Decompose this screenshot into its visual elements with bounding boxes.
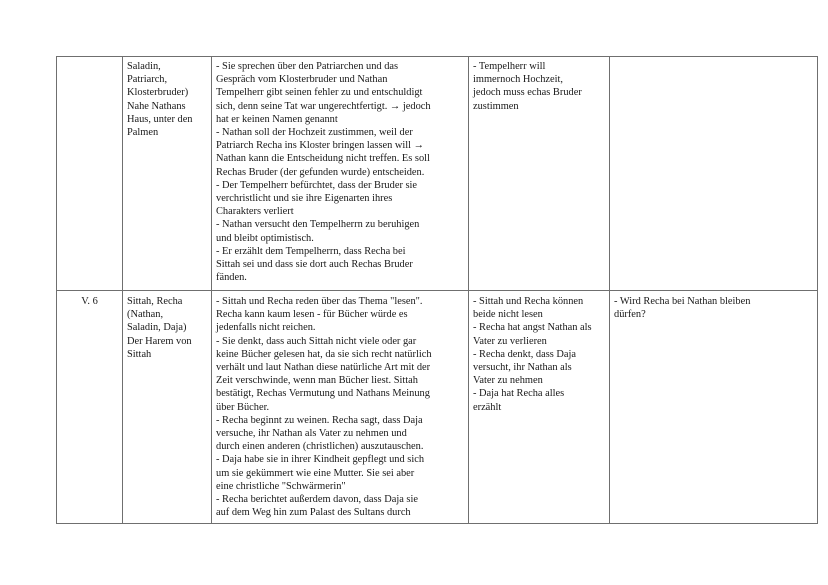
result-cell: - Sittah und Recha können beide nicht lesen - Recha hat angst Nathan als Vater zu verlieren - Recha denkt, dass Daja versucht, ihr Nathan als Vater zu nehmen - Daja hat Recha alles erzählt bbox=[469, 291, 610, 524]
content-cell: - Sittah und Recha reden über das Thema "lesen". Recha kann kaum lesen - für Bücher würde es jedenfalls nicht reichen. - Sie denkt, dass auch Sittah nicht viele oder gar keine Bücher gelesen hat, da sie sich recht natürlich verhält und laut Nathan diese natürliche Art mit der Zeit verschwinde, wenn man Bücher liest. Sittah bestätigt, Rechas Vermutung und Nathans Meinung über Bücher. - Recha beginnt zu weinen. Recha sagt, dass Daja versuche, ihr Nathan als Vater zu nehmen und durch einen anderen (christlichen) auszutauschen. - Daja habe sie in ihrer Kindheit gepflegt und sich um sie gekümmert wie eine Mutter. Sie sei aber eine christliche "Schwärmerin" - Recha berichtet außerdem davon, dass Daja sie auf dem Weg hin zum Palast des Sultans durch bbox=[212, 291, 469, 524]
persons-place-cell: Sittah, Recha (Nathan, Saladin, Daja) Der Harem von Sittah bbox=[123, 291, 212, 524]
scene-analysis-table bbox=[56, 56, 818, 524]
content-cell: - Sie sprechen über den Patriarchen und das Gespräch vom Klosterbruder und Nathan Tempelherr gibt seinen fehler zu und entschuldigt sich, denn seine Tat war ungerechtfertigt. → jedoch hat er keinen Namen genannt - Nathan soll der Hochzeit zustimmen, weil der Patriarch Recha ins Kloster bringen lassen will → Nathan kann die Entscheidung nicht treffen. Es soll Rechas Bruder (der gefunden wurde) entscheiden. - Der Tempelherr befürchtet, dass der Bruder sie verchristlicht und sie ihre Eigenarten ihres Charakters verliert - Nathan versucht den Tempelherrn zu beruhigen und bleibt optimistisch. - Er erzählt dem Tempelherrn, dass Recha bei Sittah sei und dass sie dort auch Rechas Bruder fänden. bbox=[212, 57, 469, 291]
scene-cell bbox=[57, 57, 123, 291]
result-cell: - Tempelherr will immernoch Hochzeit, jedoch muss echas Bruder zustimmen bbox=[469, 57, 610, 291]
table-row bbox=[57, 291, 818, 524]
table-row bbox=[57, 57, 818, 291]
questions-cell: - Wird Recha bei Nathan bleiben dürfen? bbox=[610, 291, 818, 524]
questions-cell bbox=[610, 57, 818, 291]
persons-place-cell: Saladin, Patriarch, Klosterbruder) Nahe Nathans Haus, unter den Palmen bbox=[123, 57, 212, 291]
scene-cell: V. 6 bbox=[57, 291, 123, 524]
